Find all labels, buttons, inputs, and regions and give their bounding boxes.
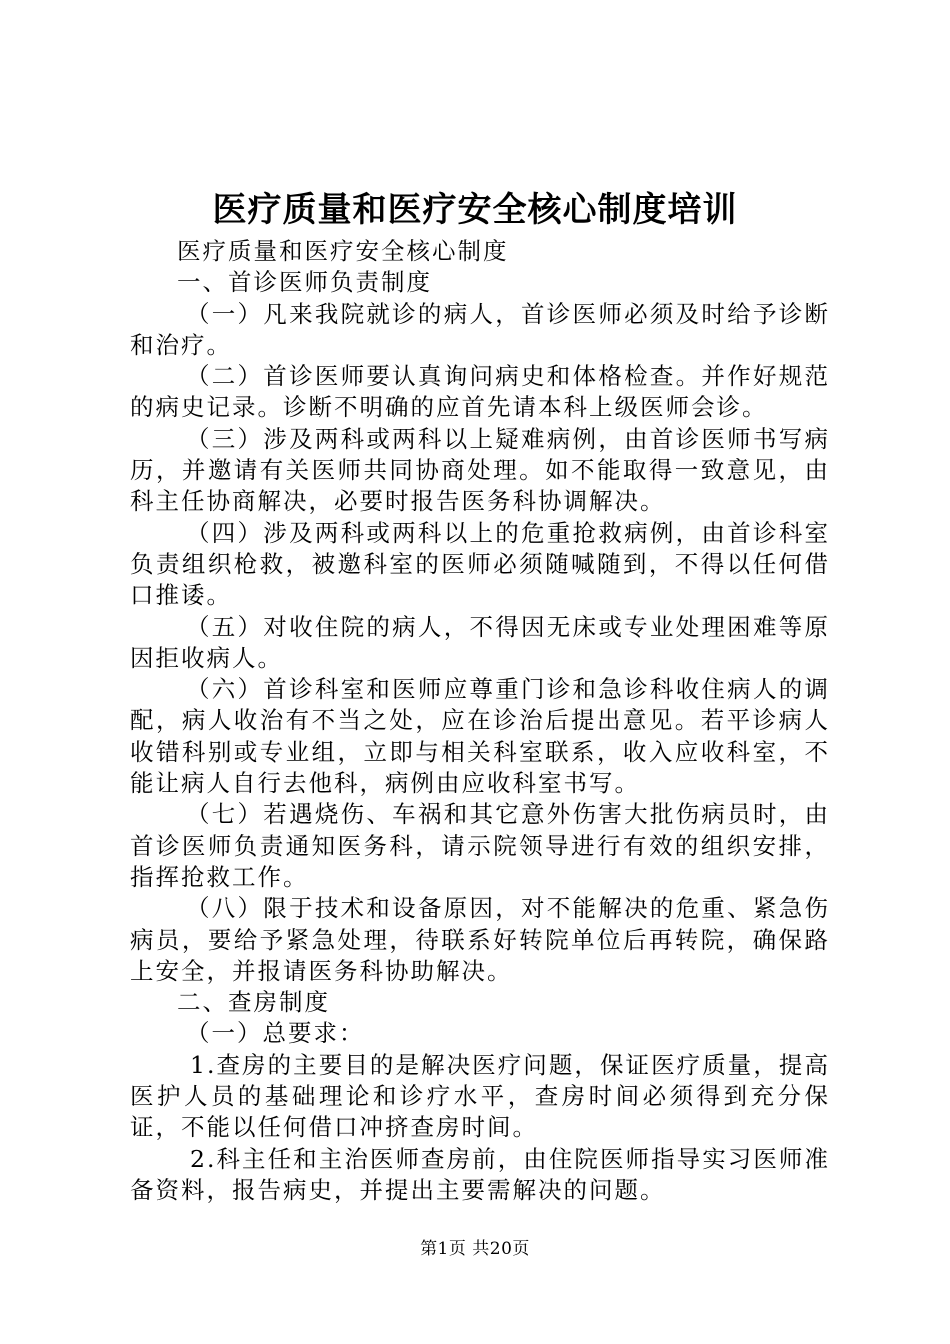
paragraph-item-1-6: （六）首诊科室和医师应尊重门诊和急诊科收住病人的调配，病人收治有不当之处，应在诊治后提出意见。若平诊病人收错科别或专业组，立即与相关科室联系，收入应收科室，不能让病人自行去他科，病例由应收科室书写。 xyxy=(130,675,830,798)
page-number: 第1页 共20页 xyxy=(420,1239,530,1259)
paragraph-item-1-8: （八）限于技术和设备原因，对不能解决的危重、紧急伤病员，要给予紧急处理，待联系好转院单位后再转院，确保路上安全，并报请医务科协助解决。 xyxy=(130,894,830,985)
paragraph-item-1-3: （三）涉及两科或两科以上疑难病例，由首诊医师书写病历，并邀请有关医师共同协商处理。如不能取得一致意见，由科主任协商解决，必要时报告医务科协调解决。 xyxy=(130,424,830,516)
paragraph-item-1-2: （二）首诊医师要认真询问病史和体格检查。并作好规范的病史记录。诊断不明确的应首先请本科上级医师会诊。 xyxy=(130,362,830,422)
paragraph-section-2-heading: 二、查房制度 xyxy=(177,988,330,1017)
paragraph-item-1-5: （五）对收住院的病人，不得因无床或专业处理困难等原因拒收病人。 xyxy=(130,612,830,672)
paragraph-item-1-7: （七）若遇烧伤、车祸和其它意外伤害大批伤病员时，由首诊医师负责通知医务科，请示院领导进行有效的组织安排，指挥抢救工作。 xyxy=(130,800,830,891)
page-title: 医疗质量和医疗安全核心制度培训 xyxy=(212,190,738,230)
paragraph-item-1-4: （四）涉及两科或两科以上的危重抢救病例，由首诊科室负责组织枪救，被邀科室的医师必须随喊随到，不得以任何借口推诿。 xyxy=(130,518,830,610)
paragraph-item-1-1: （一）凡来我院就诊的病人，首诊医师必须及时给予诊断和治疗。 xyxy=(130,299,830,359)
paragraph-section-1-heading: 一、首诊医师负责制度 xyxy=(177,268,432,297)
paragraph-item-2-1-2: 2.科主任和主治医师查房前，由住院医师指导实习医师准备资料，报告病史，并提出主要需解决的问题。 xyxy=(130,1144,830,1204)
paragraph-subtitle: 医疗质量和医疗安全核心制度 xyxy=(177,237,509,265)
paragraph-item-2-1: （一）总要求： xyxy=(186,1019,365,1048)
document-body xyxy=(130,236,830,1206)
paragraph-item-2-1-1: 1.查房的主要目的是解决医疗问题，保证医疗质量，提高医护人员的基础理论和诊疗水平，查房时间必须得到充分保证，不能以任何借口冲挤查房时间。 xyxy=(130,1050,830,1142)
